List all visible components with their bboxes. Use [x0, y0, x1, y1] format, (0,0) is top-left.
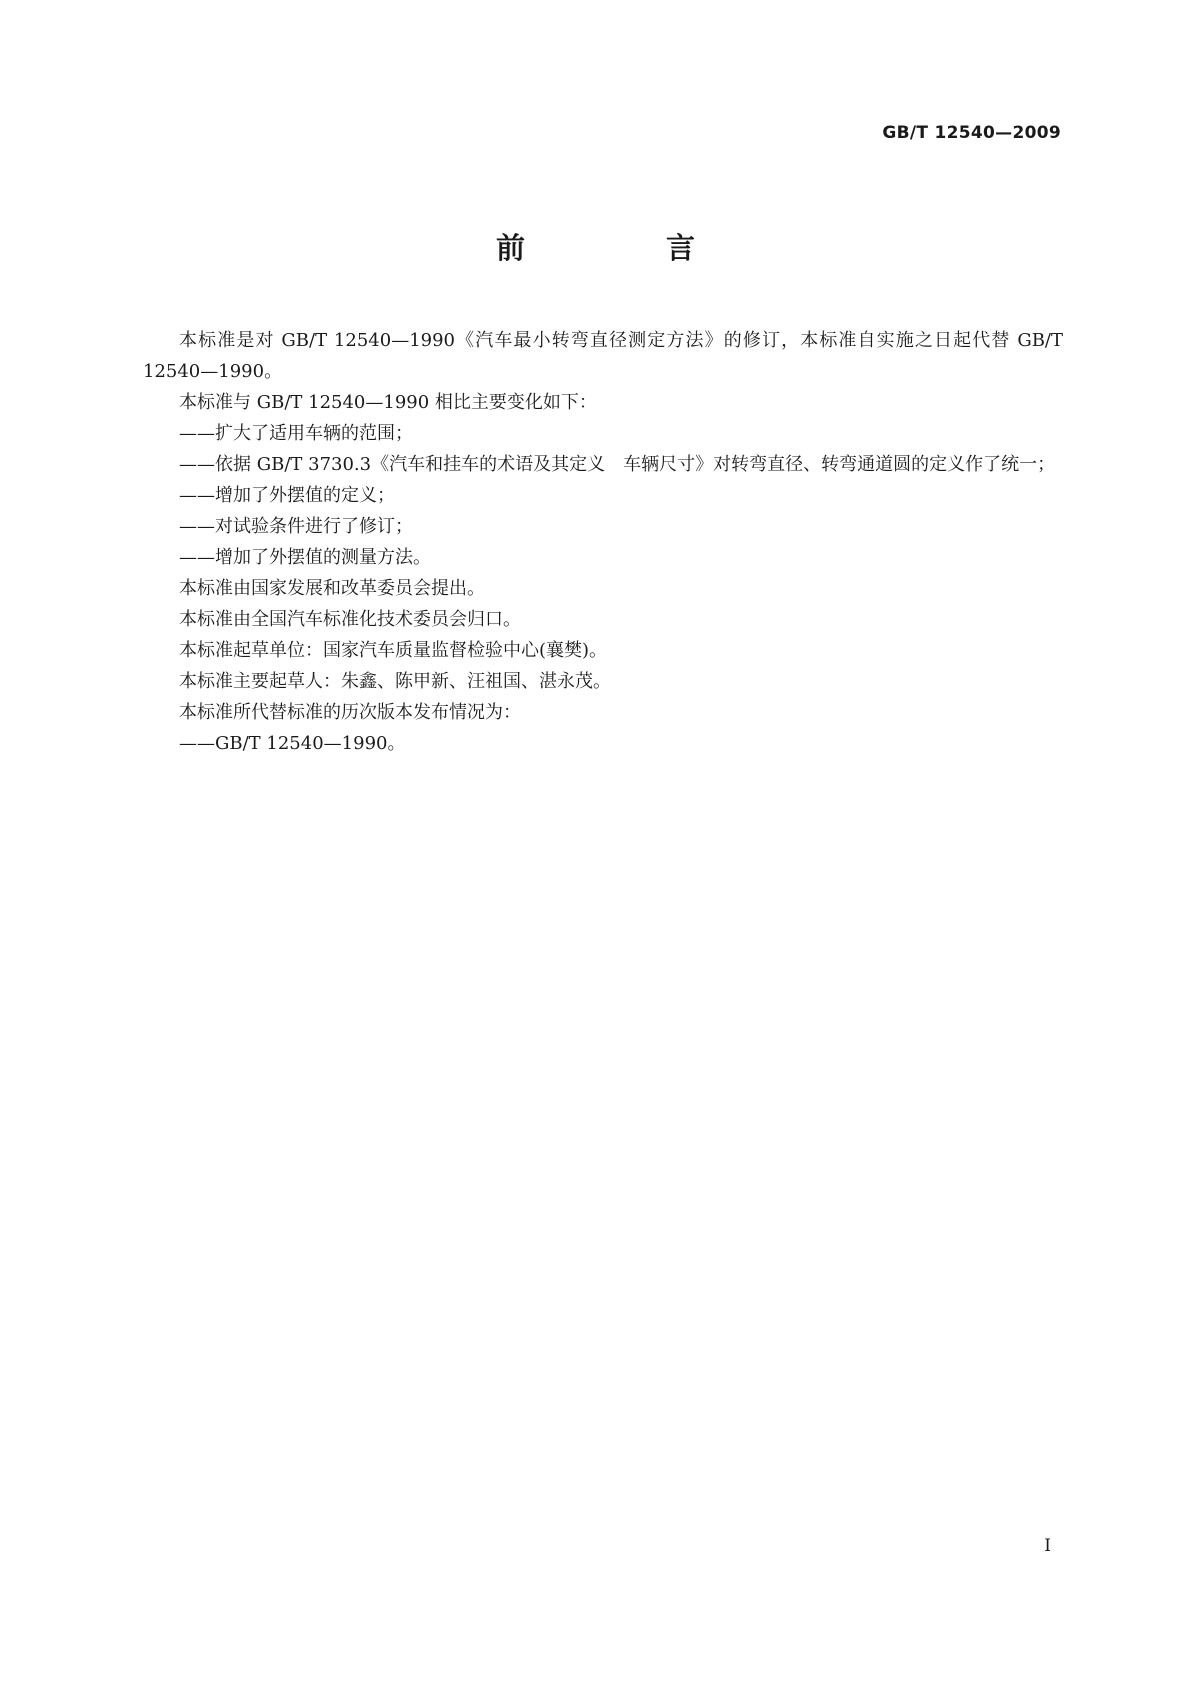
changes-intro-paragraph: 本标准与 GB/T 12540—1990 相比主要变化如下： [179, 392, 597, 413]
history-item: ——GB/T 12540—1990。 [179, 733, 406, 754]
proposer-paragraph: 本标准由国家发展和改革委员会提出。 [179, 578, 485, 599]
drafting-unit-paragraph: 本标准起草单位：国家汽车质量监督检验中心(襄樊)。 [179, 640, 608, 661]
change-item: ——依据 GB/T 3730.3《汽车和挂车的术语及其定义 车辆尺寸》对转弯直径、转弯通道圆的定义作了统一； [179, 454, 1056, 475]
foreword-body [143, 325, 1063, 759]
change-item: ——扩大了适用车辆的范围； [179, 423, 413, 444]
history-intro-paragraph: 本标准所代替标准的历次版本发布情况为： [179, 702, 521, 723]
change-item: ——对试验条件进行了修订； [179, 516, 413, 537]
revision-paragraph: 本标准是对 GB/T 12540—1990《汽车最小转弯直径测定方法》的修订，本标准自实施之日起代替 GB/T 12540—1990。 [143, 330, 1063, 382]
change-item: ——增加了外摆值的测量方法。 [179, 547, 431, 568]
page-title: 前 言 [495, 231, 751, 265]
standard-code: GB/T 12540—2009 [882, 123, 1061, 143]
committee-paragraph: 本标准由全国汽车标准化技术委员会归口。 [179, 609, 521, 630]
page-number: I [1044, 1536, 1051, 1556]
drafters-paragraph: 本标准主要起草人：朱鑫、陈甲新、汪祖国、湛永茂。 [179, 671, 611, 692]
change-item: ——增加了外摆值的定义； [179, 485, 395, 506]
